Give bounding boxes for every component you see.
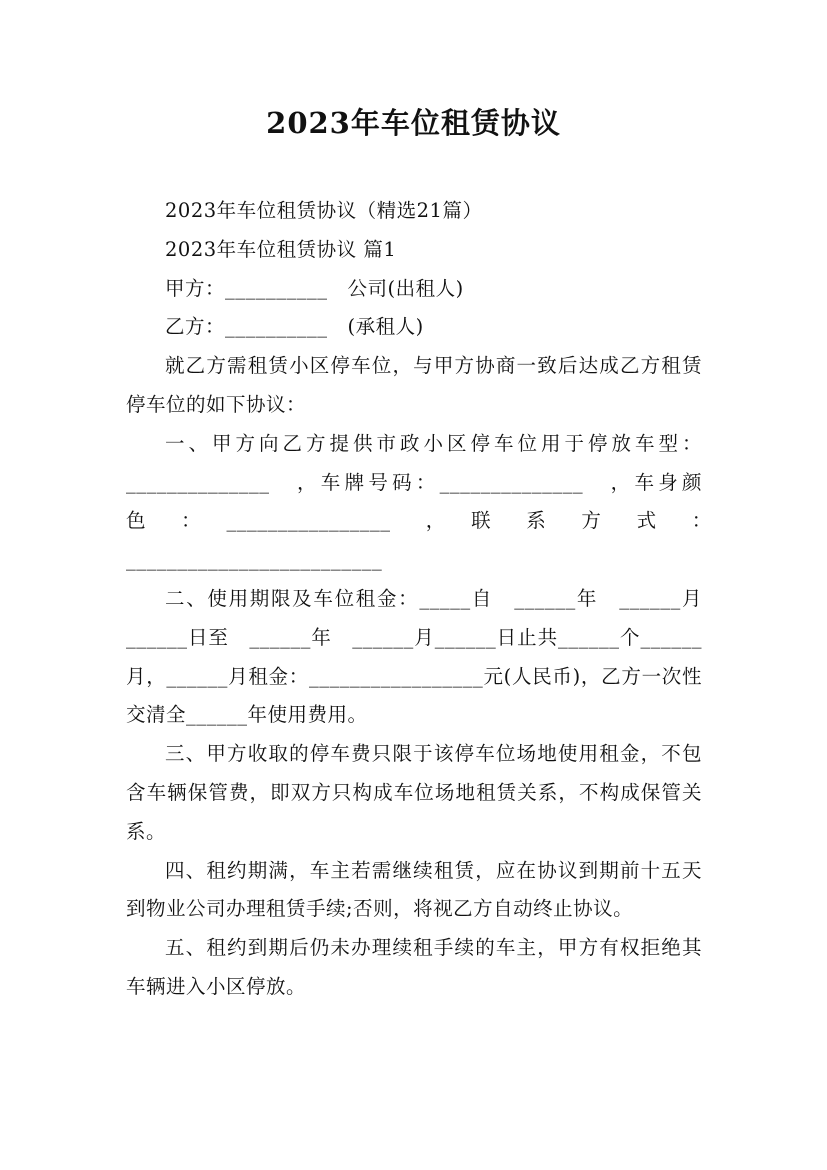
clause-2-paragraph: 二、使用期限及车位租金：_____自 ______年 ______月______日至 ______年 ______月______日止共______个______月，______月租金：_________________元(人民币)，乙方一次性交清全______年使用费用。 — [126, 586, 702, 727]
party-b-line: 乙方：__________ (承租人) — [165, 315, 424, 339]
subtitle-paragraph: 2023年车位租赁协议（精选21篇） — [165, 199, 483, 222]
clause-1-paragraph: 一、甲方向乙方提供市政小区停车位用于停放车型：______________ ，车牌号码：______________ ，车身颜色 ： ________________ ， 联 系 方 式 ： _________________________ — [126, 431, 723, 572]
clause-4-paragraph: 四、租约期满，车主若需继续租赁，应在协议到期前十五天到物业公司办理租赁手续;否则，将视乙方自动终止协议。 — [126, 858, 702, 921]
clause-5-paragraph: 五、租约到期后仍未办理续租手续的车主，甲方有权拒绝其车辆进入小区停放。 — [126, 936, 702, 998]
party-a-line: 甲方：__________ 公司(出租人) — [165, 276, 464, 300]
document-title: 2023年车位租赁协议 — [266, 106, 561, 140]
document-body — [126, 192, 723, 1007]
intro-paragraph: 就乙方需租赁小区停车位，与甲方协商一致后达成乙方租赁停车位的如下协议： — [126, 354, 702, 416]
section-heading: 2023年车位租赁协议 篇1 — [165, 237, 397, 261]
clause-3-paragraph: 三、甲方收取的停车费只限于该停车位场地使用租金，不包含车辆保管费，即双方只构成车位场地租赁关系，不构成保管关系。 — [126, 742, 702, 843]
